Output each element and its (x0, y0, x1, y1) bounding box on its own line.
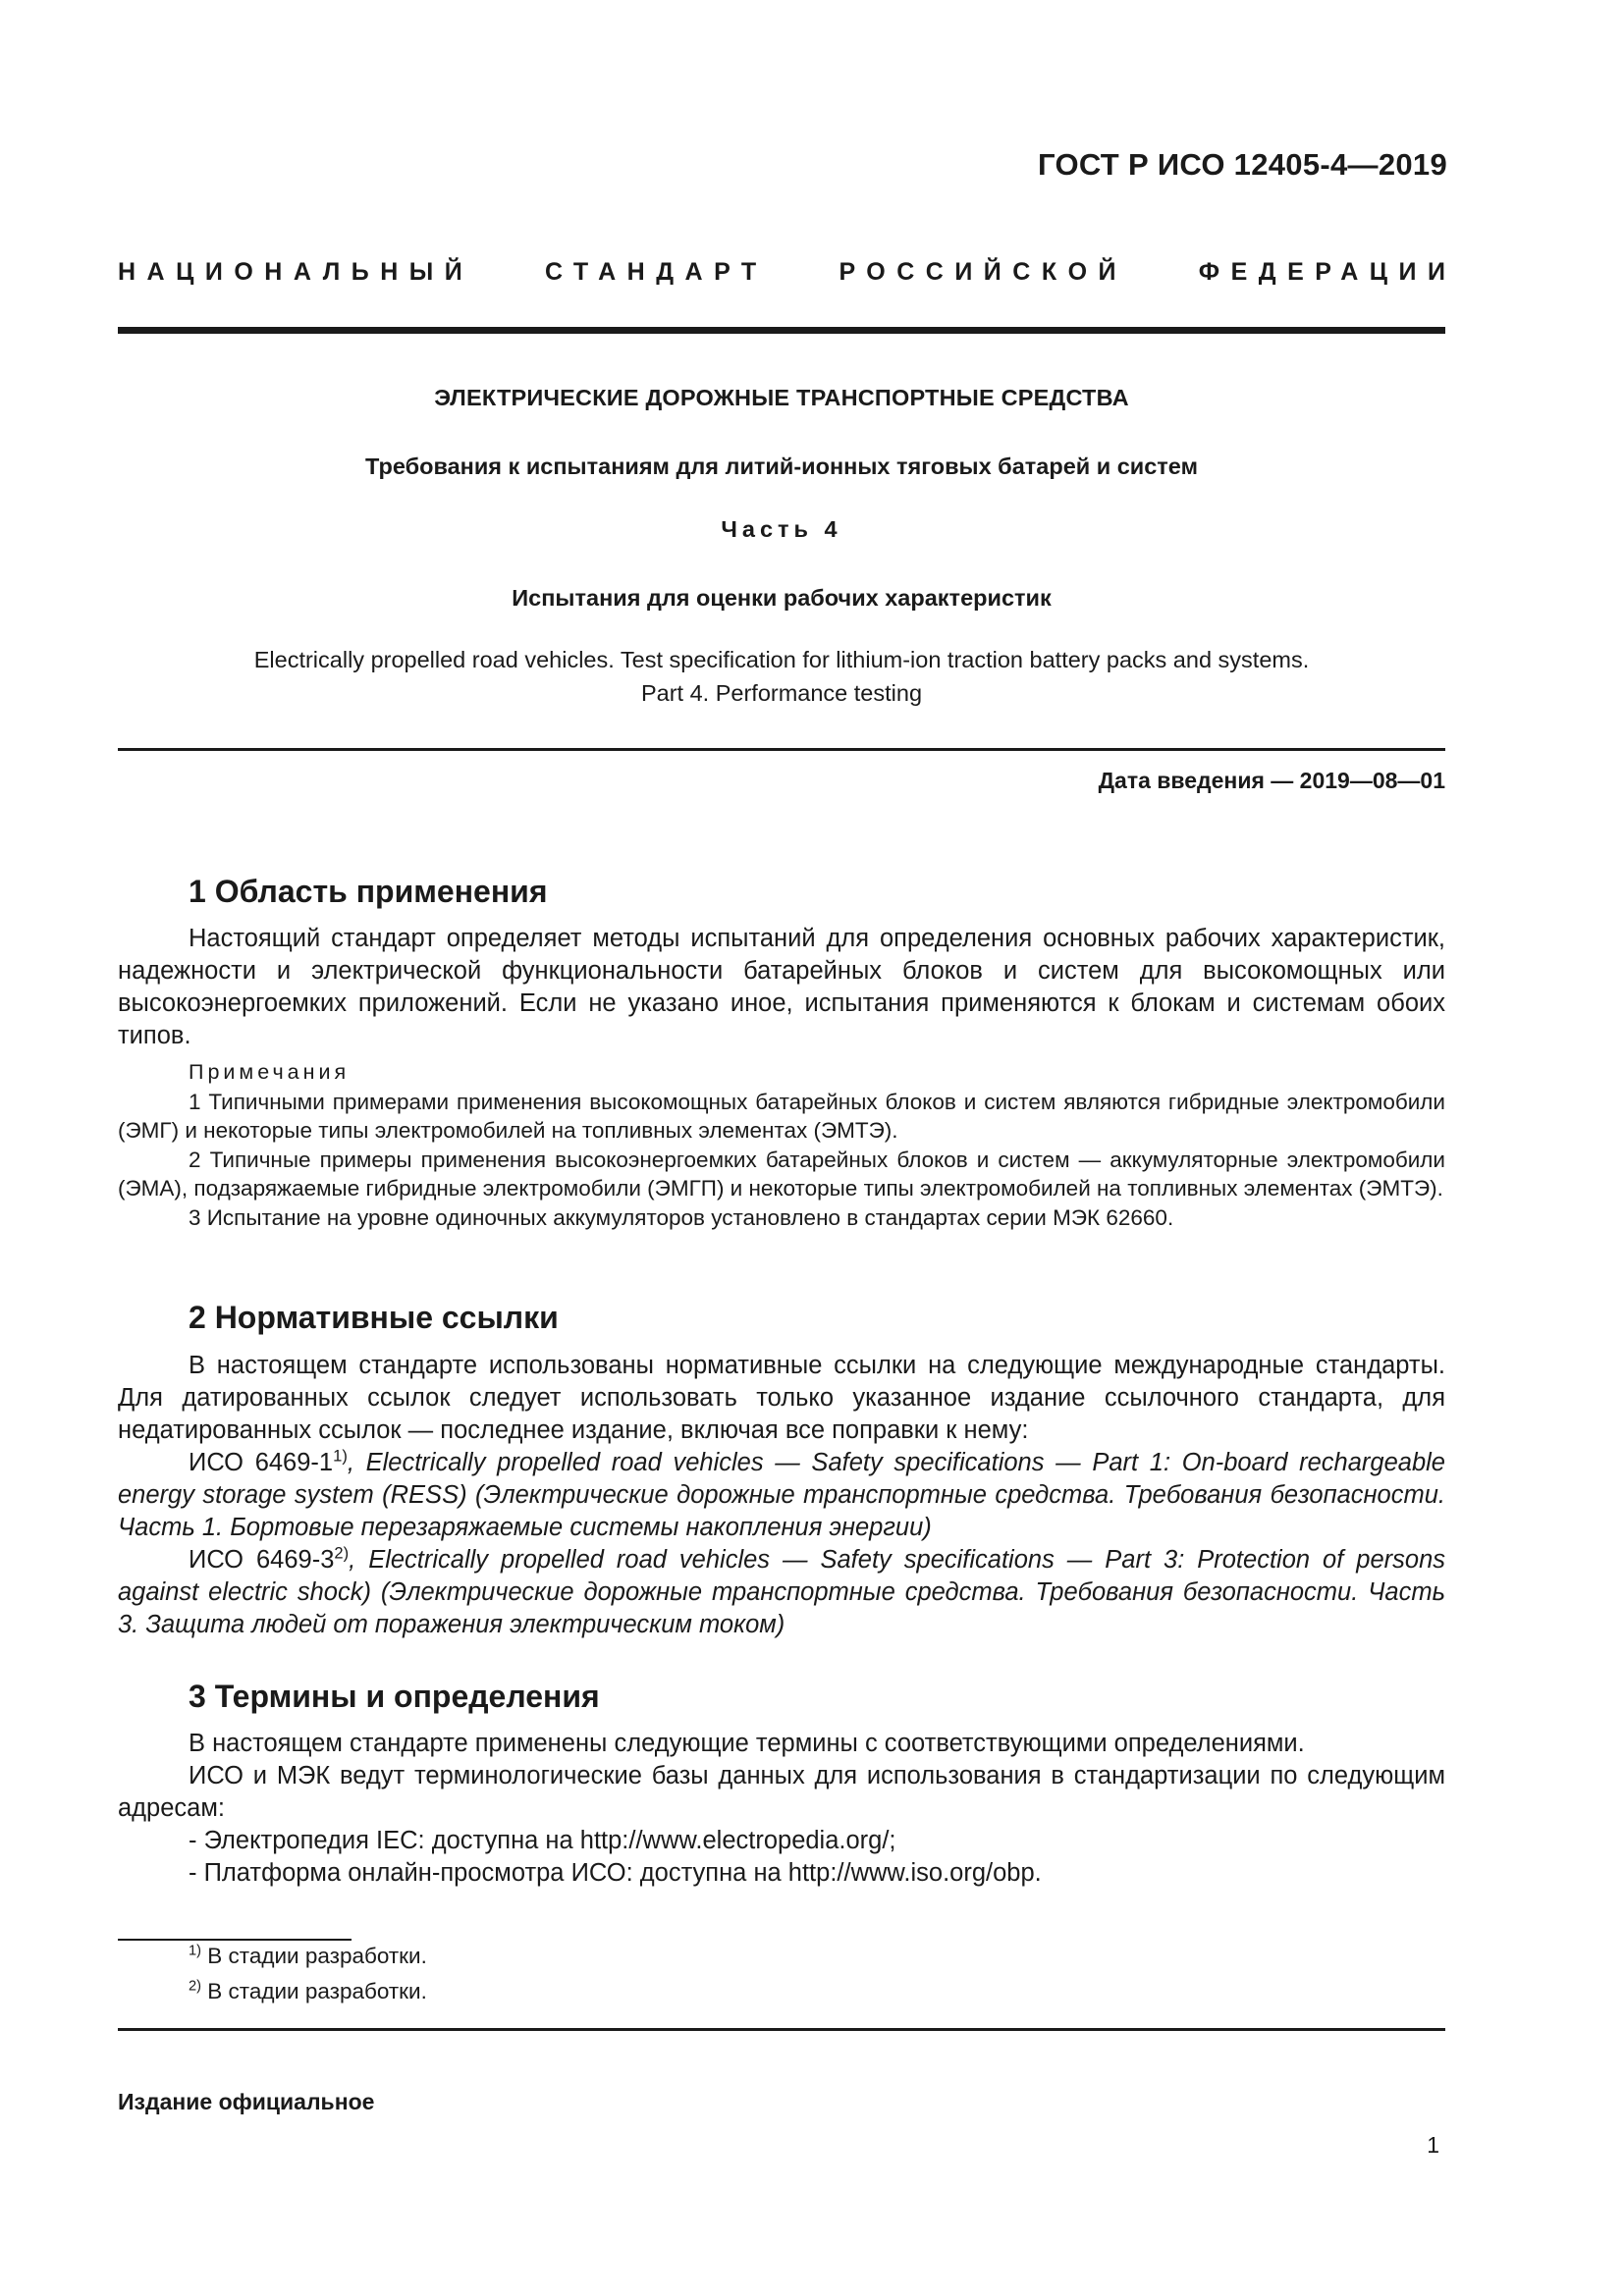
section-2-heading: 2 Нормативные ссылки (189, 1300, 559, 1335)
banner-word-2: СТАНДАРТ (544, 258, 768, 286)
footnote-separator (118, 1939, 352, 1941)
banner-word-1: НАЦИОНАЛЬНЫЙ (118, 258, 474, 286)
english-title (118, 643, 1445, 710)
document-code: ГОСТ Р ИСО 12405-4—2019 (1038, 147, 1447, 182)
section-2-paragraph: В настоящем стандарте использованы нормативные ссылки на следующие международные стандарты. Для датированных ссылок следует использовать только указанное издание ссылочного стандарта, для недатированных ссылок — последнее издание, включая все поправки к нему: (118, 1352, 1445, 1444)
reference-1-footnote-mark: 1) (333, 1446, 348, 1466)
footnote-2-text: В стадии разработки. (207, 1979, 427, 2003)
top-rule (118, 327, 1445, 334)
term-database-item-2: - Платформа онлайн-просмотра ИСО: доступна на http://www.iso.org/obp. (189, 1859, 1042, 1887)
footnote-1-mark: 1) (189, 1943, 201, 1959)
english-title-line-2: Part 4. Performance testing (640, 680, 923, 706)
note-3: 3 Испытание на уровне одиночных аккумуляторов установлено в стандартах серии МЭК 62660. (189, 1204, 1174, 1230)
part-title: Испытания для оценки рабочих характеристик (512, 585, 1052, 611)
document-subtitle: Требования к испытаниям для литий-ионных тяговых батарей и систем (365, 454, 1198, 479)
banner-word-3: РОССИЙСКОЙ (839, 258, 1128, 286)
section-2-text (118, 1350, 1445, 1641)
reference-1-title: , Electrically propelled road vehicles — Safety specifications — Part 1: On-board rechargeable energy storage system (RESS) (Электрические дорожные транспортные средства. Требования безопасности. Часть 1. Бортовые перезаряжаемые системы накопления энергии) (118, 1449, 1445, 1541)
section-3-text (118, 1728, 1445, 1825)
official-edition-label: Издание официальное (118, 2089, 375, 2114)
section-1-notes (118, 1058, 1445, 1232)
introduction-date: Дата введения — 2019—08—01 (1098, 768, 1445, 793)
footnote-2 (189, 1979, 427, 2004)
document-title: ЭЛЕКТРИЧЕСКИЕ ДОРОЖНЫЕ ТРАНСПОРТНЫЕ СРЕДСТВА (434, 385, 1129, 410)
part-label: Часть 4 (721, 516, 842, 542)
term-database-item-1: - Электропедия IEC: доступна на http://www.electropedia.org/; (189, 1827, 896, 1854)
footnote-2-mark: 2) (189, 1978, 201, 1995)
note-1: 1 Типичными примерами применения высокомощных батарейных блоков и систем являются гибридные электромобили (ЭМГ) и некоторые типы электромобилей на топливных элементах (ЭМТЭ). (118, 1089, 1445, 1143)
reference-1-code: ИСО 6469-1 (189, 1449, 334, 1476)
section-1-text (118, 923, 1445, 1052)
reference-1 (118, 1447, 1445, 1544)
national-standard-banner (118, 258, 1457, 287)
section-3-heading: 3 Термины и определения (189, 1679, 600, 1714)
footnote-1 (189, 1944, 427, 1969)
banner-word-4: ФЕДЕРАЦИИ (1198, 258, 1457, 286)
footnote-1-text: В стадии разработки. (207, 1944, 427, 1968)
section-1-paragraph: Настоящий стандарт определяет методы испытаний для определения основных рабочих характеристик, надежности и электрической функциональности батарейных блоков и систем для высокомощных или высокоэнергоемких приложений. Если не указано иное, испытания применяются к блокам и системам обоих типов. (118, 925, 1445, 1049)
title-bottom-rule (118, 748, 1445, 751)
reference-2-title: , Electrically propelled road vehicles — Safety specifications — Part 3: Protection of persons against electric shock) (Электрические дорожные транспортные средства. Требования безопасности. Часть 3. Защита людей от поражения электрическим током) (118, 1546, 1445, 1638)
footer-rule (118, 2028, 1445, 2031)
section-3-paragraph-1: В настоящем стандарте применены следующие термины с соответствующими определениями. (189, 1730, 1305, 1757)
reference-2 (118, 1544, 1445, 1641)
note-2: 2 Типичные примеры применения высокоэнергоемких батарейных блоков и систем — аккумуляторные электромобили (ЭМА), подзаряжаемые гибридные электромобили (ЭМГП) и некоторые типы электромобилей на топливных элементах (ЭМТЭ). (118, 1147, 1445, 1201)
notes-heading: Примечания (189, 1060, 351, 1084)
reference-2-footnote-mark: 2) (334, 1543, 350, 1563)
section-3-paragraph-2: ИСО и МЭК ведут терминологические базы данных для использования в стандартизации по следующим адресам: (118, 1762, 1445, 1822)
page-number: 1 (1427, 2132, 1439, 2158)
reference-2-code: ИСО 6469-3 (189, 1546, 335, 1574)
section-1-heading: 1 Область применения (189, 874, 548, 909)
english-title-line-1: Electrically propelled road vehicles. Test specification for lithium-ion traction battery packs and systems. (253, 647, 1310, 672)
